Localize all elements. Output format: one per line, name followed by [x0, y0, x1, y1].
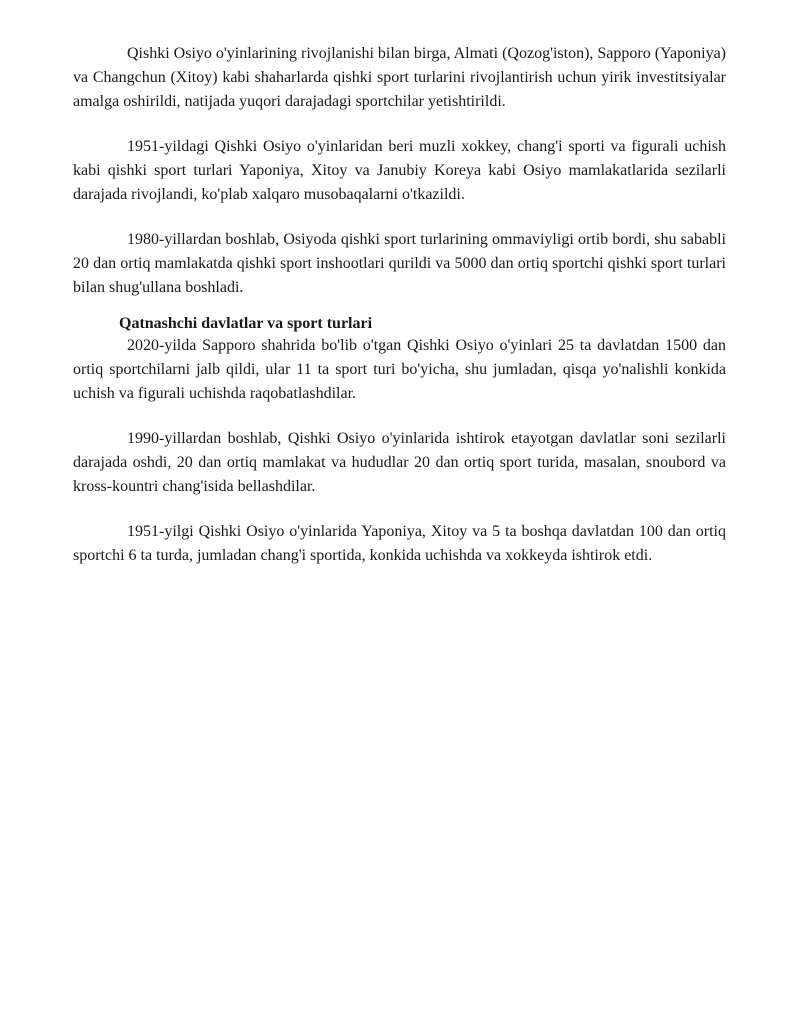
paragraph: 1951-yilgi Qishki Osiyo o'yinlarida Yaponiya, Xitoy va 5 ta boshqa davlatdan 100 dan ortiq sportchi 6 ta turda, jumladan chang'i sportida, konkida uchishda va xokkeyda ishtirok etdi. — [73, 523, 726, 564]
paragraph: Qishki Osiyo o'yinlarining rivojlanishi bilan birga, Almati (Qozog'iston), Sapporo (Yaponiya) va Changchun (Xitoy) kabi shaharlarda qishki sport turlarini rivojlantirish uchun yirik investitsiyalar amalga oshirildi, natijada yuqori darajadagi sportchilar yetishtirildi. — [73, 45, 726, 110]
paragraph: 1951-yildagi Qishki Osiyo o'yinlaridan beri muzli xokkey, chang'i sporti va figurali uchish kabi qishki sport turlari Yaponiya, Xitoy va Janubiy Koreya kabi Osiyo mamlakatlarida sezilarli darajada rivojlandi, ko'plab xalqaro musobaqalarni o'tkazildi. — [73, 138, 726, 203]
document-page — [73, 42, 726, 589]
paragraph: 2020-yilda Sapporo shahrida bo'lib o'tgan Qishki Osiyo o'yinlari 25 ta davlatdan 1500 dan ortiq sportchilarni jalb qildi, ular 11 ta sport turi bo'yicha, shu jumladan, qisqa yo'nalishli konkida uchish va figurali uchishda raqobatlashdilar. — [73, 337, 726, 402]
section-heading: Qatnashchi davlatlar va sport turlari — [119, 315, 373, 332]
paragraph: 1990-yillardan boshlab, Qishki Osiyo o'yinlarida ishtirok etayotgan davlatlar soni sezilarli darajada oshdi, 20 dan ortiq mamlakat va hududlar 20 dan ortiq sport turida, masalan, snoubord va kross-kountri chang'isida bellashdilar. — [73, 430, 726, 495]
paragraph: 1980-yillardan boshlab, Osiyoda qishki sport turlarining ommaviyligi ortib bordi, shu sababli 20 dan ortiq mamlakatda qishki sport inshootlari qurildi va 5000 dan ortiq sportchi qishki sport turlari bilan shug'ullana boshladi. — [73, 231, 726, 296]
